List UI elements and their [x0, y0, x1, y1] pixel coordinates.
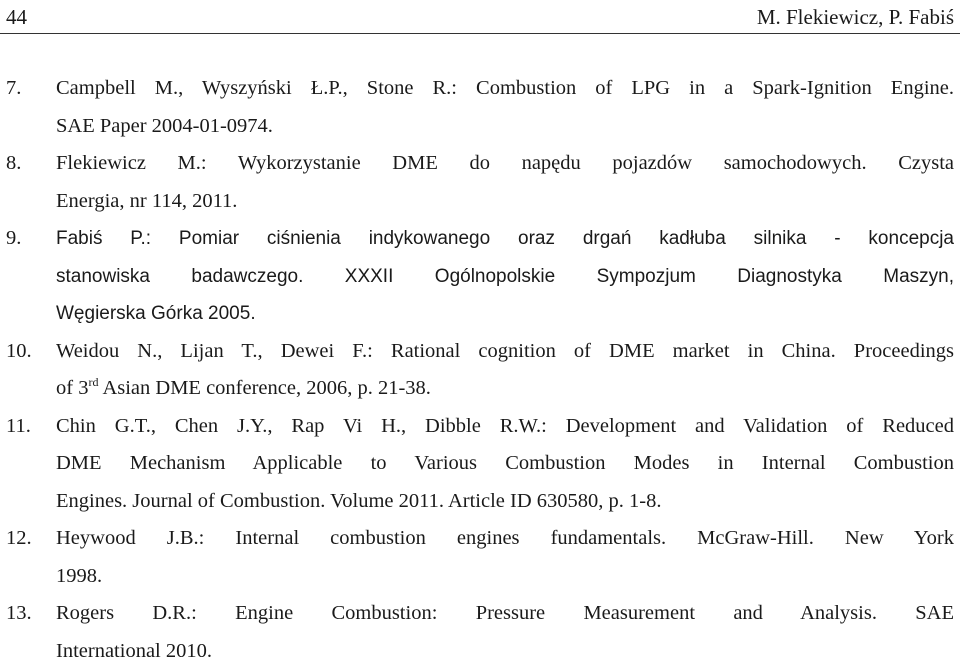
reference-line: Weidou N., Lijan T., Dewei F.: Rational cognition of DME market in China. Proceedings [56, 333, 954, 371]
reference-line: International 2010. [56, 633, 954, 670]
reference-line: 1998. [56, 558, 954, 596]
reference-number: 11. [0, 408, 56, 521]
reference-line: Chin G.T., Chen J.Y., Rap Vi H., Dibble R.W.: Development and Validation of Reduced [56, 408, 954, 446]
running-head: M. Flekiewicz, P. Fabiś [757, 5, 954, 30]
reference-line: Fabiś P.: Pomiar ciśnienia indykowanego oraz drgań kadłuba silnika - koncepcja [56, 220, 954, 258]
reference-item-12 [0, 520, 960, 595]
reference-number: 10. [0, 333, 56, 408]
reference-number: 12. [0, 520, 56, 595]
reference-item-7 [0, 70, 960, 145]
header-rule [0, 33, 960, 34]
reference-item-10 [0, 333, 960, 408]
reference-number: 9. [0, 220, 56, 333]
reference-number: 13. [0, 595, 56, 670]
reference-line: Campbell M., Wyszyński Ł.P., Stone R.: Combustion of LPG in a Spark-Ignition Engine. [56, 70, 954, 108]
reference-line: Heywood J.B.: Internal combustion engines fundamentals. McGraw-Hill. New York [56, 520, 954, 558]
reference-item-13 [0, 595, 960, 670]
reference-line: Energia, nr 114, 2011. [56, 183, 954, 221]
reference-item-9 [0, 220, 960, 333]
reference-text: Asian DME conference, 2006, p. 21-38. [98, 377, 430, 399]
reference-number: 8. [0, 145, 56, 220]
reference-line: DME Mechanism Applicable to Various Combustion Modes in Internal Combustion [56, 445, 954, 483]
reference-list [0, 70, 960, 670]
reference-item-8 [0, 145, 960, 220]
page-number: 44 [6, 5, 27, 30]
reference-text: of 3 [56, 377, 88, 399]
reference-line: Engines. Journal of Combustion. Volume 2011. Article ID 630580, p. 1-8. [56, 483, 954, 521]
reference-line: stanowiska badawczego. XXXII Ogólnopolskie Sympozjum Diagnostyka Maszyn, [56, 258, 954, 296]
reference-line: Węgierska Górka 2005. [56, 295, 954, 333]
reference-number: 7. [0, 70, 56, 145]
reference-line [56, 370, 954, 408]
page-header [0, 0, 960, 38]
reference-item-11 [0, 408, 960, 521]
reference-line: Flekiewicz M.: Wykorzystanie DME do napędu pojazdów samochodowych. Czysta [56, 145, 954, 183]
reference-line: Rogers D.R.: Engine Combustion: Pressure Measurement and Analysis. SAE [56, 595, 954, 633]
ordinal-superscript: rd [88, 375, 98, 389]
reference-line: SAE Paper 2004-01-0974. [56, 108, 954, 146]
